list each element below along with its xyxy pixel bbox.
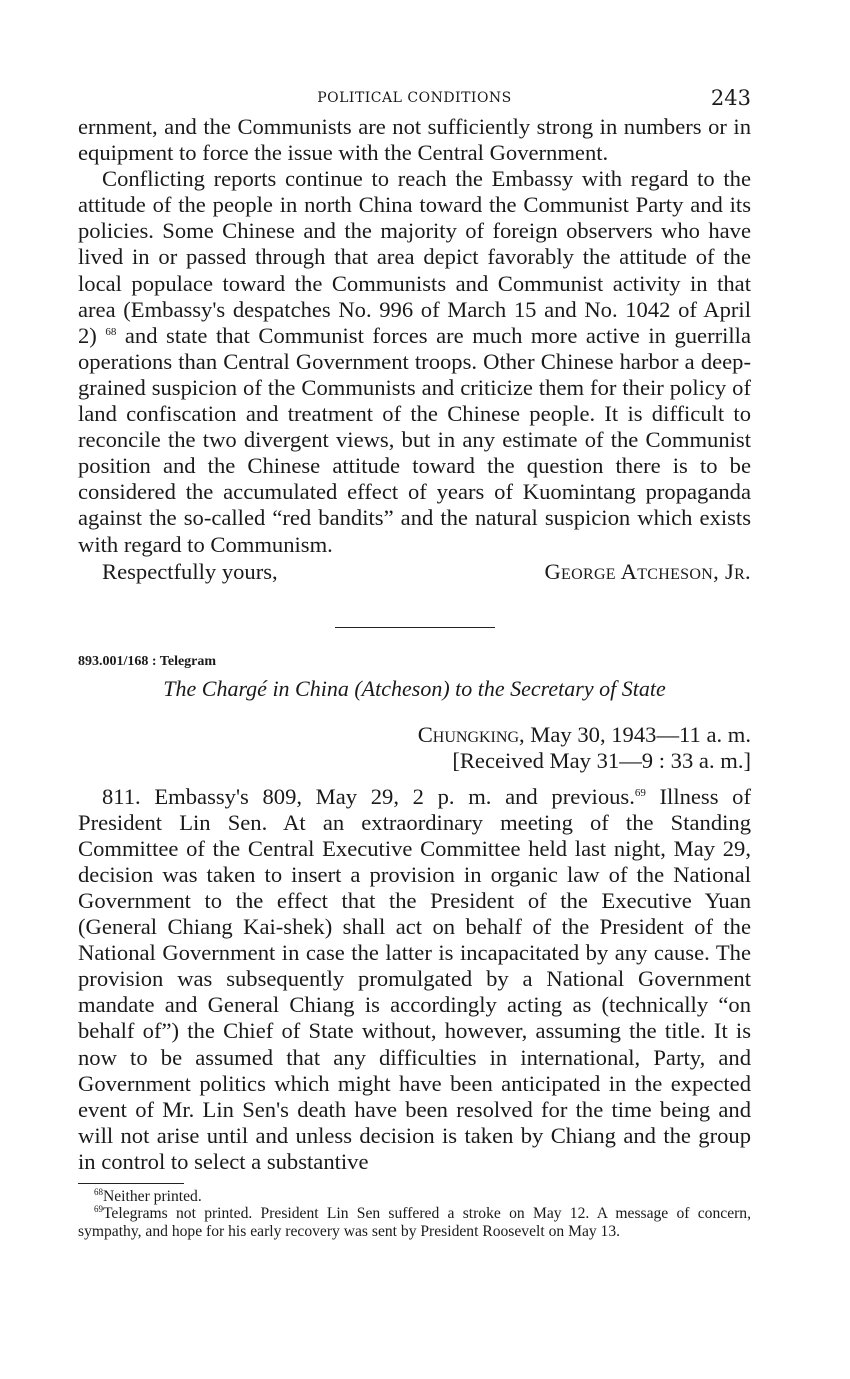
footnote-mark: 69 <box>94 1204 103 1215</box>
received-line: [Received May 31—9 : 33 a. m.] <box>452 747 751 773</box>
running-head: POLITICAL CONDITIONS <box>317 90 512 106</box>
telegram-date: May 30, 1943—11 a. m. <box>524 721 751 747</box>
document-page <box>78 86 751 1240</box>
footnotes <box>78 1188 751 1240</box>
footnote-ref-68: 68 <box>105 325 117 338</box>
footnote-text: Neither printed. <box>103 1188 202 1205</box>
page-number: 243 <box>710 86 751 110</box>
sent-date-line <box>78 722 751 748</box>
letter-paragraph-2-part-1: Conflicting reports continue to reach the Embassy with regard to the attitude of the people in north China toward the Communist Party and its policies. Some Chinese and the majority of foreign observers who have lived in or passed through that area depict favorably the attitude of the local populace toward the Communists and Communist activity in that area (Embassy's despatches No. 996 of March 15 and No. 1042 of April 2) <box>78 166 751 348</box>
telegram-file-reference: 893.001/168 : Telegram <box>78 653 217 669</box>
footnote-mark: 68 <box>94 1187 103 1197</box>
closing: Respectfully yours, <box>102 558 278 584</box>
footnote-ref-69: 69 <box>634 786 646 799</box>
telegram-body <box>78 784 751 1175</box>
letter-signoff <box>78 559 751 587</box>
footnote-68 <box>78 1188 751 1205</box>
telegram-body-part-1: 811. Embassy's 809, May 29, 2 p. m. and previous. <box>102 783 635 809</box>
telegram-body-part-2: Illness of President Lin Sen. At an extraordinary meeting of the Standing Committee of the Central Executive Committee held last night, May 29, decision was taken to insert a provision in organic law of the National Government to the effect that the President of the Executive Yuan (General Chiang Kai-shek) shall act on behalf of the President of the National Government in case the latter is incapacitated by any cause. The provision was subsequently promulgated by a National Government mandate and General Chiang is accordingly acting as (technically “on behalf of”) the Chief of State without, however, assuming the title. It is now to be assumed that any difficulties in international, Party, and Government politics which might have been anticipated in the expected event of Mr. Lin Sen's death have been resolved for the time being and will not arise until and unless decision is taken by Chiang and the group in control to select a substantive <box>78 783 751 1174</box>
letter-paragraph-2 <box>78 166 751 557</box>
letter-paragraph-continued: ernment, and the Communists are not sufficiently strong in numbers or in equipment to force the issue with the Central Government. <box>78 114 751 166</box>
footnote-rule <box>78 1183 184 1184</box>
signer-name: George Atcheson, Jr. <box>544 558 751 584</box>
page-header <box>78 86 751 114</box>
section-separator <box>335 627 495 628</box>
letter-paragraph-2-part-2: and state that Communist forces are much more active in guerrilla operations than Central Government troops. Other Chinese harbor a deep-grained suspicion of the Communists and criticize them for their policy of land confiscation and treatment of the Chinese people. It is difficult to reconcile the two divergent views, but in any estimate of the Communist position and the Chinese attitude toward the question there is to be considered the accumulated effect of years of Kuomintang propaganda against the so-called “red bandits” and the natural suspicion which exists with regard to Communism. <box>78 322 751 557</box>
telegram-dateline <box>78 722 751 774</box>
telegram-place: Chungking, <box>417 721 525 747</box>
footnote-text: Telegrams not printed. President Lin Sen suffered a stroke on May 12. A message of concern, sympathy, and hope for his early recovery was sent by President Roosevelt on May 13. <box>78 1205 751 1240</box>
telegram-title: The Chargé in China (Atcheson) to the Secretary of State <box>163 675 666 701</box>
footnote-69 <box>78 1205 751 1240</box>
